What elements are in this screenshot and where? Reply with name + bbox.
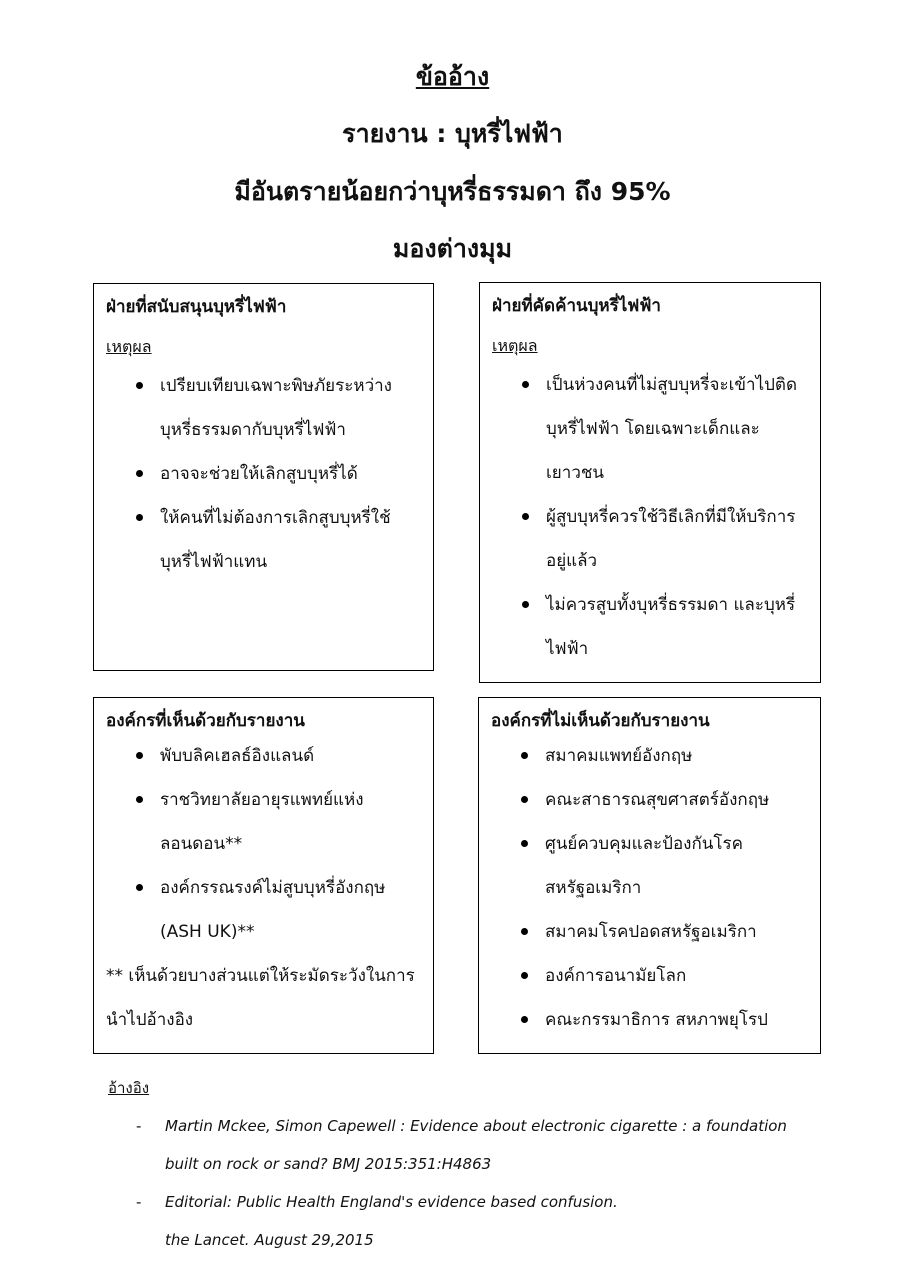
disagree-orgs-box [478, 697, 821, 1054]
references-section [108, 1075, 808, 1253]
disagree-orgs-list [491, 734, 808, 1042]
reference-item: - Martin Mckee, Simon Capewell : Evidence about electronic cigarette : a foundation built on rock or sand? BMJ 2015:351:H4863 [108, 1113, 808, 1177]
agree-box-title: องค์กรที่เห็นด้วยกับรายงาน [106, 711, 305, 731]
list-item: องค์การอนามัยโลก [491, 954, 808, 998]
list-item: อาจจะช่วยให้เลิกสูบบุหรี่ได้ [106, 452, 421, 496]
list-item: ราชวิทยาลัยอายุรแพทย์แห่ง ลอนดอน** [106, 778, 421, 866]
list-item: องค์กรรณรงค์ไม่สูบบุหรี่อังกฤษ (ASH UK)** [106, 866, 421, 954]
reference-item: - Editorial: Public Health England's evidence based confusion. the Lancet. August 29,2015 [108, 1189, 808, 1253]
report-title: รายงาน : บุหรี่ไฟฟ้า [342, 119, 563, 148]
support-box [93, 283, 434, 671]
reference-dash: - [136, 1193, 142, 1211]
list-item: เปรียบเทียบเฉพาะพิษภัยระหว่าง บุหรี่ธรรมดากับบุหรี่ไฟฟ้า [106, 364, 421, 452]
list-item: ศูนย์ควบคุมและป้องกันโรค สหรัฐอเมริกา [491, 822, 808, 910]
agree-orgs-box [93, 697, 434, 1054]
agree-orgs-list [106, 734, 421, 954]
list-item: สมาคมโรคปอดสหรัฐอเมริกา [491, 910, 808, 954]
disagree-box-title: องค์กรที่ไม่เห็นด้วยกับรายงาน [491, 711, 710, 731]
oppose-reasons-list [492, 363, 808, 671]
oppose-reason-label: เหตุผล [492, 336, 538, 355]
page-title: ข้ออ้าง [415, 62, 490, 91]
list-item: พับบลิคเฮลธ์อิงแลนด์ [106, 734, 421, 778]
support-reasons-list [106, 364, 421, 584]
list-item: เป็นห่วงคนที่ไม่สูบบุหรี่จะเข้าไปติด บุหรี่ไฟฟ้า โดยเฉพาะเด็กและ เยาวชน [492, 363, 808, 495]
oppose-box-title: ฝ่ายที่คัดค้านบุหรี่ไฟฟ้า [492, 296, 661, 316]
list-item: ให้คนที่ไม่ต้องการเลิกสูบบุหรี่ใช้ บุหรี่ไฟฟ้าแทน [106, 496, 421, 584]
report-claim: มีอันตรายน้อยกว่าบุหรี่ธรรมดา ถึง 95% [234, 177, 671, 206]
references-heading: อ้างอิง [108, 1079, 150, 1097]
agree-footnote: ** เห็นด้วยบางส่วนแต่ให้ระมัดระวังในการ นำไปอ้างอิง [106, 966, 415, 1030]
reference-dash: - [136, 1117, 142, 1135]
list-item: สมาคมแพทย์อังกฤษ [491, 734, 808, 778]
perspective-heading: มองต่างมุม [392, 234, 513, 263]
list-item: ผู้สูบบุหรี่ควรใช้วิธีเลิกที่มีให้บริการ อยู่แล้ว [492, 495, 808, 583]
list-item: ไม่ควรสูบทั้งบุหรี่ธรรมดา และบุหรี่ ไฟฟ้า [492, 583, 808, 671]
oppose-box [479, 282, 821, 683]
list-item: คณะกรรมาธิการ สหภาพยุโรป [491, 998, 808, 1042]
list-item: คณะสาธารณสุขศาสตร์อังกฤษ [491, 778, 808, 822]
support-box-title: ฝ่ายที่สนับสนุนบุหรี่ไฟฟ้า [106, 297, 287, 317]
support-reason-label: เหตุผล [106, 337, 152, 356]
